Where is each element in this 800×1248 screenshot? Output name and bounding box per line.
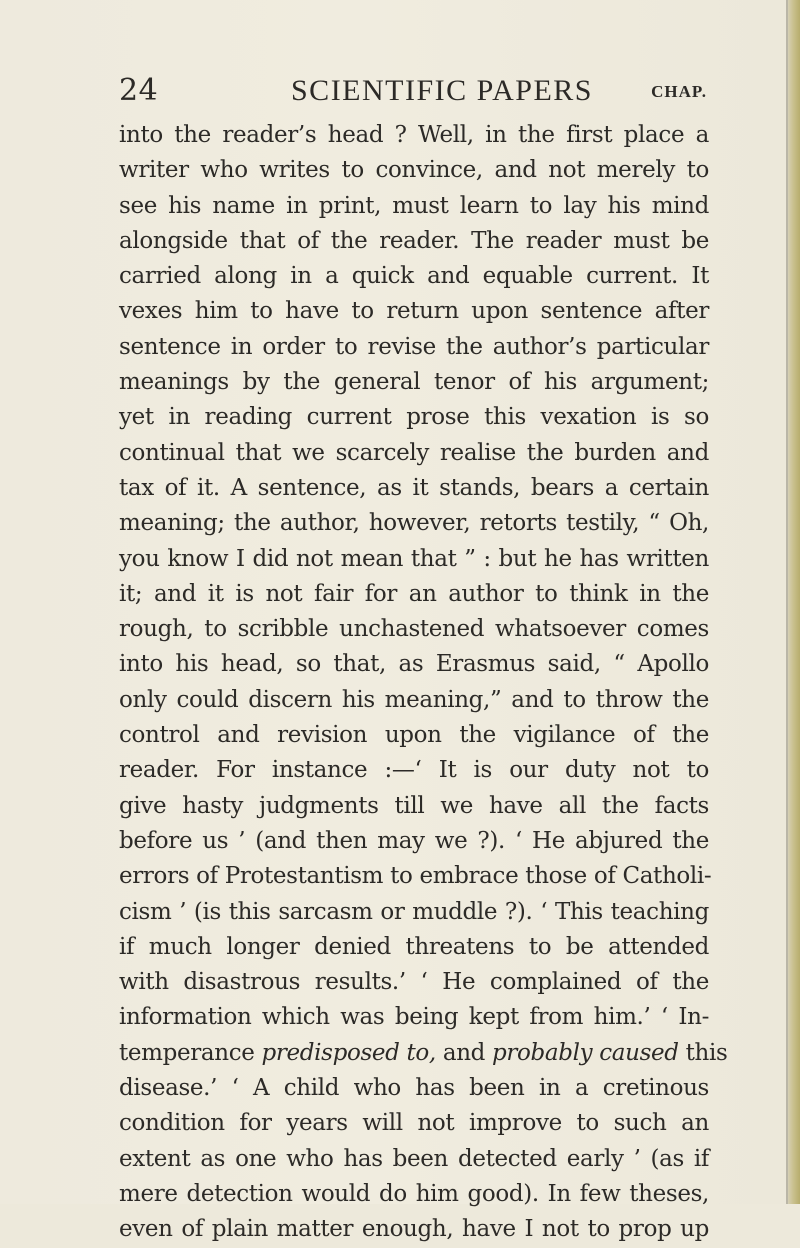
text-segment: this xyxy=(678,1039,728,1066)
text-line-italics xyxy=(119,1036,728,1071)
text-line: condition for years will not improve to such an xyxy=(119,1110,709,1137)
text-line: carried along in a quick and equable current. It xyxy=(119,263,709,290)
text-line: information which was being kept from him.’ ‘ In- xyxy=(119,1004,709,1031)
text-line: errors of Protestantism to embrace those of Catholi- xyxy=(119,863,712,890)
text-line: it; and it is not fair for an author to think in the xyxy=(119,580,709,607)
text-line: even of plain matter enough, have I not to prop up xyxy=(119,1216,709,1243)
text-line: into the reader’s head ? Well, in the first place a xyxy=(119,122,709,148)
text-line: meaning; the author, however, retorts testily, “ Oh, xyxy=(119,510,709,537)
text-segment: and xyxy=(435,1039,492,1066)
text-line: meanings by the general tenor of his argument; xyxy=(119,369,709,396)
text-line: sentence in order to revise the author’s particular xyxy=(119,333,709,360)
running-title: SCIENTIFIC PAPERS xyxy=(291,74,593,107)
text-line: mere detection would do him good). In few theses, xyxy=(119,1180,709,1207)
text-line: cism ’ (is this sarcasm or muddle ?). ‘ This teaching xyxy=(119,898,709,925)
text-line: into his head, so that, as Erasmus said, “ Apollo xyxy=(119,651,709,678)
text-line: control and revision upon the vigilance of the xyxy=(119,722,709,749)
text-line: alongside that of the reader. The reader must be xyxy=(119,227,709,254)
text-line: you know I did not mean that ” : but he has written xyxy=(119,545,709,572)
page-number: 24 xyxy=(119,73,159,108)
page-edge xyxy=(788,0,800,1204)
text-line: if much longer denied threatens to be attended xyxy=(119,933,709,960)
text-line: only could discern his meaning,” and to throw the xyxy=(119,686,709,713)
text-line: extent as one who has been detected early ’ (as if xyxy=(119,1145,709,1172)
text-line: writer who writes to convince, and not merely to xyxy=(119,157,709,184)
text-line: see his name in print, must learn to lay his mind xyxy=(119,192,709,219)
chapter-abbrev: CHAP. xyxy=(651,82,707,101)
text-line: before us ’ (and then may we ?). ‘ He abjured the xyxy=(119,827,709,854)
running-header xyxy=(119,73,709,113)
text-line: vexes him to have to return upon sentence after xyxy=(119,298,709,325)
italic-phrase: predisposed to, xyxy=(261,1039,436,1066)
body-text xyxy=(119,118,728,1248)
text-line: tax of it. A sentence, as it stands, bears a certain xyxy=(119,474,709,501)
text-line: with disastrous results.’ ‘ He complained of the xyxy=(119,969,709,996)
text-line: continual that we scarcely realise the burden and xyxy=(119,439,709,466)
text-segment: temperance xyxy=(119,1039,262,1066)
italic-phrase: probably caused xyxy=(492,1039,679,1066)
text-line: disease.’ ‘ A child who has been in a cretinous xyxy=(119,1075,709,1102)
text-line: rough, to scribble unchastened whatsoever comes xyxy=(119,616,709,643)
text-line: yet in reading current prose this vexation is so xyxy=(119,404,709,431)
text-line: reader. For instance :—‘ It is our duty not to xyxy=(119,757,709,784)
text-line: give hasty judgments till we have all the facts xyxy=(119,792,709,819)
